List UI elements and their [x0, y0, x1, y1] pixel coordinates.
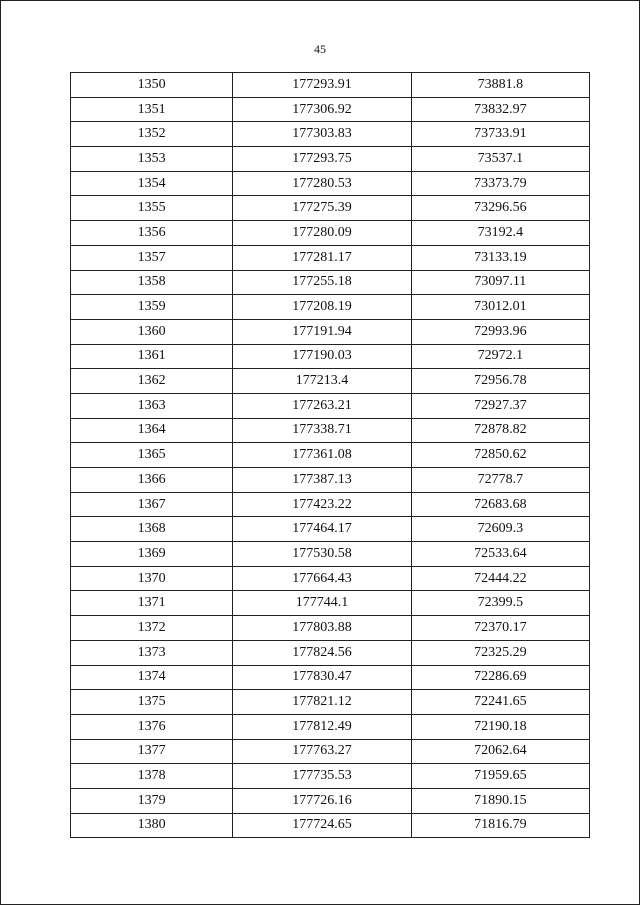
point-number-cell: 1380: [71, 813, 233, 838]
y-coordinate-cell: 72444.22: [411, 566, 589, 591]
point-number-cell: 1377: [71, 739, 233, 764]
y-coordinate-cell: 72241.65: [411, 690, 589, 715]
point-number-cell: 1363: [71, 393, 233, 418]
point-number-cell: 1371: [71, 591, 233, 616]
point-number-cell: 1373: [71, 640, 233, 665]
x-coordinate-cell: 177423.22: [233, 492, 411, 517]
x-coordinate-cell: 177303.83: [233, 122, 411, 147]
table-row: [71, 690, 590, 715]
table-row: [71, 665, 590, 690]
y-coordinate-cell: 72993.96: [411, 319, 589, 344]
table-row: [71, 418, 590, 443]
y-coordinate-cell: 72878.82: [411, 418, 589, 443]
x-coordinate-cell: 177803.88: [233, 616, 411, 641]
y-coordinate-cell: 72972.1: [411, 344, 589, 369]
x-coordinate-cell: 177735.53: [233, 764, 411, 789]
x-coordinate-cell: 177338.71: [233, 418, 411, 443]
y-coordinate-cell: 72683.68: [411, 492, 589, 517]
table-row: [71, 122, 590, 147]
x-coordinate-cell: 177190.03: [233, 344, 411, 369]
x-coordinate-cell: 177280.53: [233, 171, 411, 196]
x-coordinate-cell: 177824.56: [233, 640, 411, 665]
y-coordinate-cell: 73832.97: [411, 97, 589, 122]
point-number-cell: 1378: [71, 764, 233, 789]
y-coordinate-cell: 73537.1: [411, 147, 589, 172]
table-row: [71, 788, 590, 813]
y-coordinate-cell: 72399.5: [411, 591, 589, 616]
y-coordinate-cell: 73192.4: [411, 221, 589, 246]
table-row: [71, 171, 590, 196]
point-number-cell: 1351: [71, 97, 233, 122]
y-coordinate-cell: 72062.64: [411, 739, 589, 764]
point-number-cell: 1362: [71, 369, 233, 394]
point-number-cell: 1350: [71, 73, 233, 98]
point-number-cell: 1352: [71, 122, 233, 147]
x-coordinate-cell: 177530.58: [233, 542, 411, 567]
y-coordinate-cell: 71890.15: [411, 788, 589, 813]
point-number-cell: 1361: [71, 344, 233, 369]
table-row: [71, 147, 590, 172]
point-number-cell: 1356: [71, 221, 233, 246]
x-coordinate-cell: 177293.91: [233, 73, 411, 98]
table-row: [71, 196, 590, 221]
table-body: [71, 73, 590, 838]
y-coordinate-cell: 73733.91: [411, 122, 589, 147]
x-coordinate-cell: 177255.18: [233, 270, 411, 295]
point-number-cell: 1358: [71, 270, 233, 295]
point-number-cell: 1370: [71, 566, 233, 591]
table-row: [71, 393, 590, 418]
table-row: [71, 295, 590, 320]
x-coordinate-cell: 177306.92: [233, 97, 411, 122]
point-number-cell: 1354: [71, 171, 233, 196]
y-coordinate-cell: 72286.69: [411, 665, 589, 690]
coordinate-table: [70, 72, 590, 838]
x-coordinate-cell: 177281.17: [233, 245, 411, 270]
x-coordinate-cell: 177361.08: [233, 443, 411, 468]
y-coordinate-cell: 72850.62: [411, 443, 589, 468]
x-coordinate-cell: 177387.13: [233, 468, 411, 493]
x-coordinate-cell: 177664.43: [233, 566, 411, 591]
table-row: [71, 270, 590, 295]
x-coordinate-cell: 177744.1: [233, 591, 411, 616]
y-coordinate-cell: 73881.8: [411, 73, 589, 98]
table-row: [71, 369, 590, 394]
table-row: [71, 542, 590, 567]
x-coordinate-cell: 177812.49: [233, 714, 411, 739]
y-coordinate-cell: 73097.11: [411, 270, 589, 295]
y-coordinate-cell: 73373.79: [411, 171, 589, 196]
x-coordinate-cell: 177724.65: [233, 813, 411, 838]
x-coordinate-cell: 177830.47: [233, 665, 411, 690]
point-number-cell: 1355: [71, 196, 233, 221]
table-row: [71, 468, 590, 493]
point-number-cell: 1379: [71, 788, 233, 813]
point-number-cell: 1376: [71, 714, 233, 739]
point-number-cell: 1353: [71, 147, 233, 172]
table-row: [71, 443, 590, 468]
x-coordinate-cell: 177213.4: [233, 369, 411, 394]
table-row: [71, 245, 590, 270]
page-number: 45: [314, 42, 326, 56]
point-number-cell: 1374: [71, 665, 233, 690]
table-row: [71, 97, 590, 122]
x-coordinate-cell: 177208.19: [233, 295, 411, 320]
y-coordinate-cell: 72190.18: [411, 714, 589, 739]
y-coordinate-cell: 72956.78: [411, 369, 589, 394]
table-row: [71, 73, 590, 98]
y-coordinate-cell: 72533.64: [411, 542, 589, 567]
y-coordinate-cell: 73133.19: [411, 245, 589, 270]
table-row: [71, 517, 590, 542]
x-coordinate-cell: 177275.39: [233, 196, 411, 221]
point-number-cell: 1375: [71, 690, 233, 715]
point-number-cell: 1360: [71, 319, 233, 344]
x-coordinate-cell: 177464.17: [233, 517, 411, 542]
point-number-cell: 1364: [71, 418, 233, 443]
table-row: [71, 616, 590, 641]
table-row: [71, 344, 590, 369]
y-coordinate-cell: 71959.65: [411, 764, 589, 789]
y-coordinate-cell: 72325.29: [411, 640, 589, 665]
y-coordinate-cell: 72370.17: [411, 616, 589, 641]
table-row: [71, 813, 590, 838]
table-row: [71, 221, 590, 246]
x-coordinate-cell: 177821.12: [233, 690, 411, 715]
x-coordinate-cell: 177191.94: [233, 319, 411, 344]
table-row: [71, 492, 590, 517]
table-row: [71, 764, 590, 789]
x-coordinate-cell: 177293.75: [233, 147, 411, 172]
y-coordinate-cell: 72778.7: [411, 468, 589, 493]
y-coordinate-cell: 73296.56: [411, 196, 589, 221]
point-number-cell: 1359: [71, 295, 233, 320]
table-row: [71, 566, 590, 591]
y-coordinate-cell: 71816.79: [411, 813, 589, 838]
point-number-cell: 1369: [71, 542, 233, 567]
point-number-cell: 1366: [71, 468, 233, 493]
y-coordinate-cell: 72927.37: [411, 393, 589, 418]
x-coordinate-cell: 177263.21: [233, 393, 411, 418]
x-coordinate-cell: 177726.16: [233, 788, 411, 813]
y-coordinate-cell: 72609.3: [411, 517, 589, 542]
table-row: [71, 319, 590, 344]
x-coordinate-cell: 177763.27: [233, 739, 411, 764]
x-coordinate-cell: 177280.09: [233, 221, 411, 246]
point-number-cell: 1365: [71, 443, 233, 468]
point-number-cell: 1367: [71, 492, 233, 517]
point-number-cell: 1357: [71, 245, 233, 270]
point-number-cell: 1372: [71, 616, 233, 641]
table-row: [71, 739, 590, 764]
y-coordinate-cell: 73012.01: [411, 295, 589, 320]
point-number-cell: 1368: [71, 517, 233, 542]
table-row: [71, 714, 590, 739]
table-row: [71, 591, 590, 616]
table-row: [71, 640, 590, 665]
